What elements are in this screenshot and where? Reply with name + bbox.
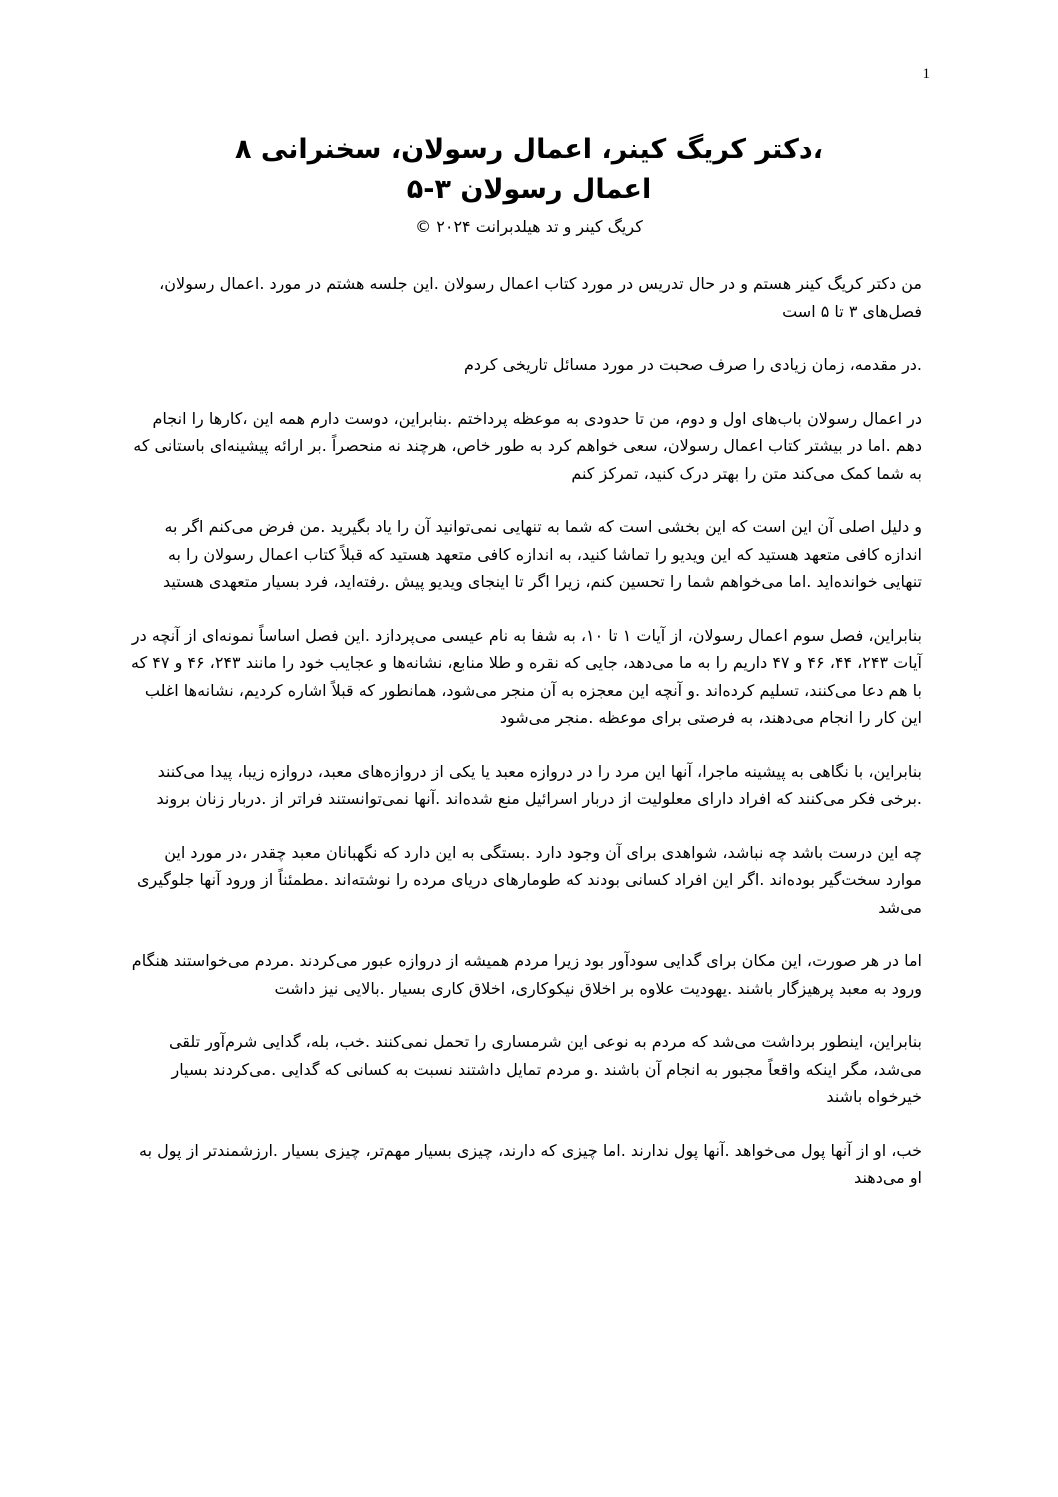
paragraph: بنابراین، با نگاهی به پیشینه ماجرا، آنها این مرد را در دروازه معبد یا یکی از دروازه‌های معبد، دروازه زیبا، پیدا می‌کنند .برخی فکر می‌کنند که افراد دارای معلولیت از دربار اسرائیل منع شده‌اند .آنها نمی‌توانستند فراتر از .دربار زنان بروند (156, 761, 922, 808)
paragraph: در اعمال رسولان باب‌های اول و دوم، من تا حدودی به موعظه پرداختم .بنابراین، دوست دارم همه این ،کارها را انجام دهم .اما در بیشتر کتاب اعمال رسولان، سعی خواهم کرد به طور خاص، هرچند نه منحصراً .بر ارائه پیشینه‌ای باستانی که به شما کمک می‌کند متن را بهتر درک کنید، تمرکز کنم (133, 408, 922, 483)
paragraph: چه این درست باشد چه نباشد، شواهدی برای آن وجود دارد .بستگی به این دارد که نگهبانان معبد چقدر ،در مورد این موارد سخت‌گیر بوده‌اند .اگر این افراد کسانی بودند که طومارهای دریای مرده را نوشته‌اند .مطمئناً از ورود آنها جلوگیری می‌شد (137, 842, 922, 917)
page-title-line-1: ،دکتر کریگ کینر، اعمال رسولان، سخنرانی ۸ (235, 134, 823, 165)
paragraph: اما در هر صورت، این مکان برای گدایی سودآور بود زیرا مردم همیشه از دروازه عبور می‌کردند .مردم می‌خواستند هنگام ورود به معبد پرهیزگار باشند .یهودیت علاوه بر اخلاق نیکوکاری، اخلاق کاری بسیار .بالایی نیز داشت (131, 951, 922, 998)
paragraph: خب، او از آنها پول می‌خواهد .آنها پول ندارند .اما چیزی که دارند، چیزی بسیار مهم‌تر، چیزی بسیار .ارزشمندتر از پول به او می‌دهند (139, 1140, 922, 1187)
page-subtitle: کریگ کینر و تد هیلدبرانت ۲۰۲۴ © (415, 217, 643, 236)
title-block (128, 130, 930, 240)
page-number: 1 (922, 66, 930, 82)
document-body (128, 270, 930, 1218)
paragraph: بنابراین، اینطور برداشت می‌شد که مردم به نوعی این شرمساری را تحمل نمی‌کنند .خب، بله، گدایی شرم‌آور تلقی می‌شد، مگر اینکه واقعاً مجبور به انجام آن باشند .و مردم تمایل داشتند نسبت به کسانی که گدایی .می‌کردند بسیار خیرخواه باشند (168, 1032, 922, 1106)
page-title-line-2: اعمال رسولان ۳-۵ (406, 174, 652, 205)
paragraph: .در مقدمه، زمان زیادی را صرف صحبت در مورد مسائل تاریخی کردم (464, 355, 922, 374)
paragraph: بنابراین، فصل سوم اعمال رسولان، از آیات ۱ تا ۱۰، به شفا به نام عیسی می‌پردازد .این فصل اساساً نمونه‌ای از آنچه در آیات ۲۴۳، ۴۴، ۴۶ و ۴۷ داریم را به ما می‌دهد، جایی که نقره و طلا منابع، نشانه‌ها و عجایب خود را مانند ۲۴۳، ۴۶ و ۴۷ که با هم دعا می‌کنند، تسلیم کرده‌اند .و آنچه این معجزه به آن منجر می‌شود، همانطور که قبلاً اشاره کردیم، نشانه‌ها اغلب این کار را انجام می‌دهند، به فرصتی برای موعظه .منجر می‌شود (131, 625, 922, 727)
paragraph: من دکتر کریگ کینر هستم و در حال تدریس در مورد کتاب اعمال رسولان .این جلسه هشتم در مورد .اعمال رسولان، فصل‌های ۳ تا ۵ است (159, 274, 922, 321)
paragraph: و دلیل اصلی آن این است که این بخشی است که شما به تنهایی نمی‌توانید آن را یاد بگیرید .من فرض می‌کنم اگر به اندازه کافی متعهد هستید که این ویدیو را تماشا کنید، به اندازه کافی متعهد هستید که قبلاً کتاب اعمال رسولان را به تنهایی خوانده‌اید .اما می‌خواهم شما را تحسین کنم، زیرا اگر تا اینجای ویدیو پیش .رفته‌اید، فرد بسیار متعهدی هستید (163, 517, 922, 591)
